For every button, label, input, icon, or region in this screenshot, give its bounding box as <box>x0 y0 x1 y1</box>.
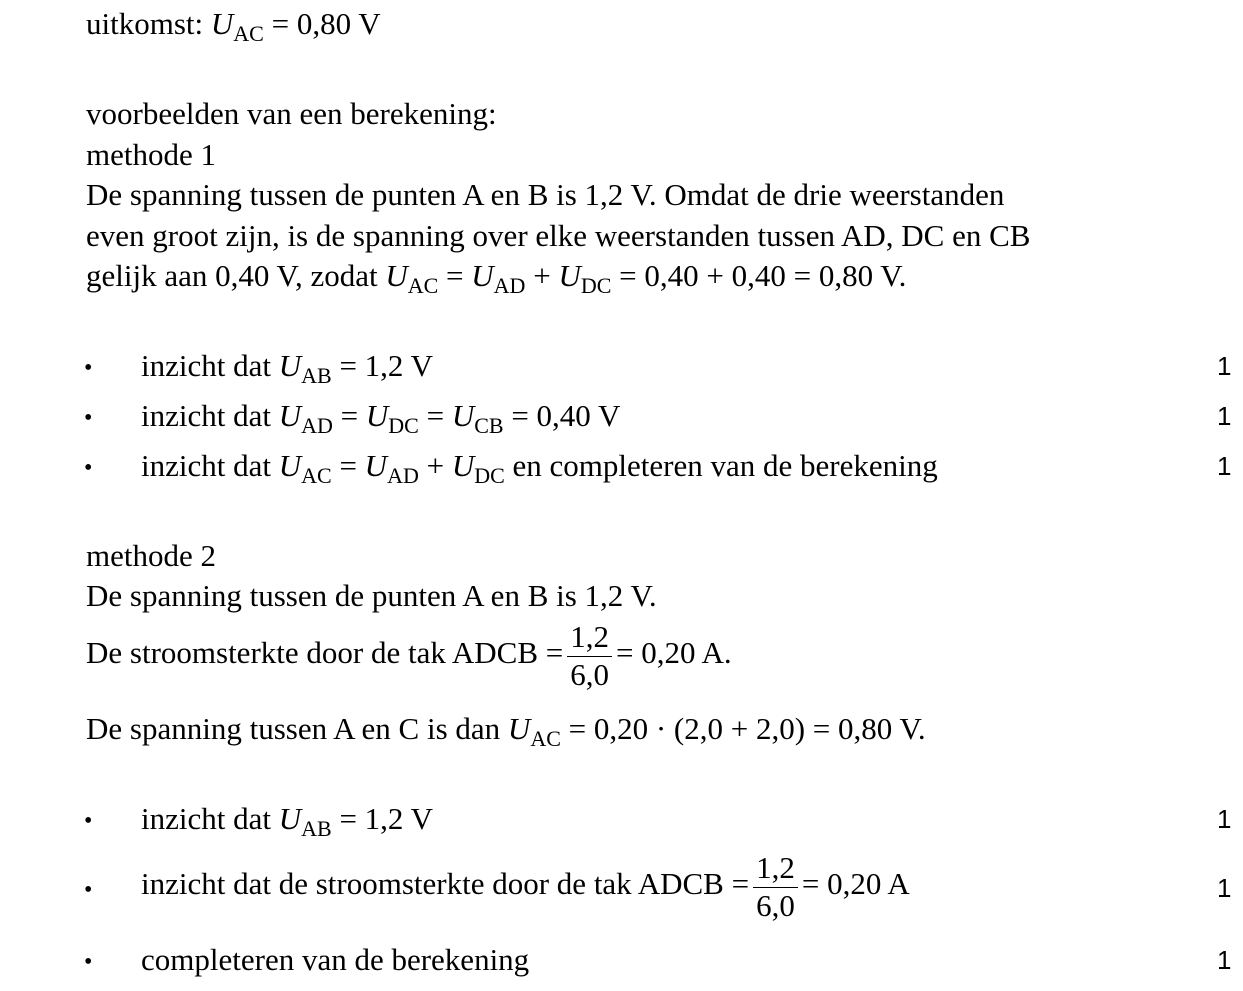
score: 1 <box>1217 451 1232 481</box>
bullet-icon: • <box>84 455 93 481</box>
eq-text: = <box>418 398 452 433</box>
sub: AC <box>301 463 332 488</box>
list-item <box>141 803 433 840</box>
bullet-icon: • <box>84 808 93 834</box>
sub: AD <box>387 463 419 488</box>
outcome-label: uitkomst: <box>86 6 204 41</box>
var-u: U <box>210 6 234 41</box>
fraction <box>753 850 798 924</box>
item-text: inzicht dat <box>141 448 271 483</box>
method2-line1: De spanning tussen de punten A en B is 1,2 V. <box>86 578 657 613</box>
item-text: en completeren van de berekening <box>512 448 938 483</box>
sub: DC <box>388 413 419 438</box>
method2-line3 <box>86 713 926 750</box>
var-u: U <box>364 448 388 483</box>
eq-text: = <box>438 258 472 293</box>
method1-para-line3 <box>86 260 906 297</box>
fraction-numerator: 1,2 <box>567 619 612 657</box>
var-u: U <box>451 448 475 483</box>
method1-title: methode 1 <box>86 137 216 172</box>
item-text: inzicht dat de stroomsterkte door de tak ADCB <box>141 866 724 902</box>
bullet-icon: • <box>84 877 93 903</box>
sub-ac: AC <box>233 21 264 46</box>
sub: DC <box>474 463 505 488</box>
list-item <box>141 400 620 437</box>
list-item <box>141 450 938 487</box>
sub: DC <box>580 273 612 298</box>
eq-text: + <box>418 448 452 483</box>
list-item <box>141 850 910 924</box>
var-u: U <box>278 348 302 383</box>
score: 1 <box>1217 873 1232 903</box>
score: 1 <box>1217 945 1232 975</box>
list-item <box>141 350 433 387</box>
score: 1 <box>1217 401 1232 431</box>
score: 1 <box>1217 351 1232 381</box>
method1-para-line1: De spanning tussen de punten A en B is 1,2 V. Omdat de drie weerstanden <box>86 177 1005 212</box>
var-u: U <box>365 398 389 433</box>
sub: AB <box>301 363 332 388</box>
bullet-icon: • <box>84 355 93 381</box>
item-text: inzicht dat <box>141 801 271 836</box>
var-u: U <box>507 711 531 746</box>
fraction-denominator: 6,0 <box>570 656 609 692</box>
eq-text: = 0,20 A <box>801 866 910 902</box>
para-text: De spanning tussen A en C is dan <box>86 711 501 746</box>
method1-para-line2: even groot zijn, is de spanning over elke weerstanden tussen AD, DC en CB <box>86 218 1031 253</box>
item-text: inzicht dat <box>141 348 271 383</box>
fraction-denominator: 6,0 <box>756 887 795 923</box>
fraction <box>567 619 612 693</box>
eq-text: = <box>545 635 564 671</box>
para-text: gelijk aan 0,40 V, zodat <box>86 258 378 293</box>
intro-text: voorbeelden van een berekening: <box>86 96 497 131</box>
var-u: U <box>451 398 475 433</box>
eq-text: = <box>332 398 366 433</box>
var-u: U <box>558 258 581 293</box>
sub: AB <box>301 816 332 841</box>
eq-text: = 0,40 V <box>503 398 621 433</box>
item-text: inzicht dat <box>141 398 271 433</box>
outcome-line <box>86 8 381 45</box>
eq-text: = 0,20 · (2,0 + 2,0) = 0,80 V. <box>560 711 926 746</box>
eq-text: = 1,2 V <box>331 348 433 383</box>
var-u: U <box>278 801 302 836</box>
method2-title: methode 2 <box>86 538 216 573</box>
eq-text: = <box>731 866 750 902</box>
method2-line2 <box>86 619 732 693</box>
eq-text: = <box>331 448 365 483</box>
para-text: De stroomsterkte door de tak ADCB <box>86 635 539 671</box>
list-item: completeren van de berekening <box>141 942 530 977</box>
sub: CB <box>474 413 504 438</box>
eq-text: = 0,40 + 0,40 = 0,80 V. <box>611 258 907 293</box>
score: 1 <box>1217 804 1232 834</box>
var-u: U <box>471 258 494 293</box>
eq-text: = 0,20 A. <box>616 635 732 671</box>
fraction-numerator: 1,2 <box>753 850 798 888</box>
sub: AC <box>530 726 561 751</box>
eq-text: + <box>525 258 559 293</box>
outcome-value: = 0,80 V <box>263 6 381 41</box>
var-u: U <box>278 448 302 483</box>
var-u: U <box>278 398 302 433</box>
var-u: U <box>385 258 408 293</box>
sub: AD <box>301 413 333 438</box>
sub: AC <box>407 273 439 298</box>
bullet-icon: • <box>84 405 93 431</box>
eq-text: = 1,2 V <box>331 801 433 836</box>
sub: AD <box>493 273 526 298</box>
bullet-icon: • <box>84 949 93 975</box>
